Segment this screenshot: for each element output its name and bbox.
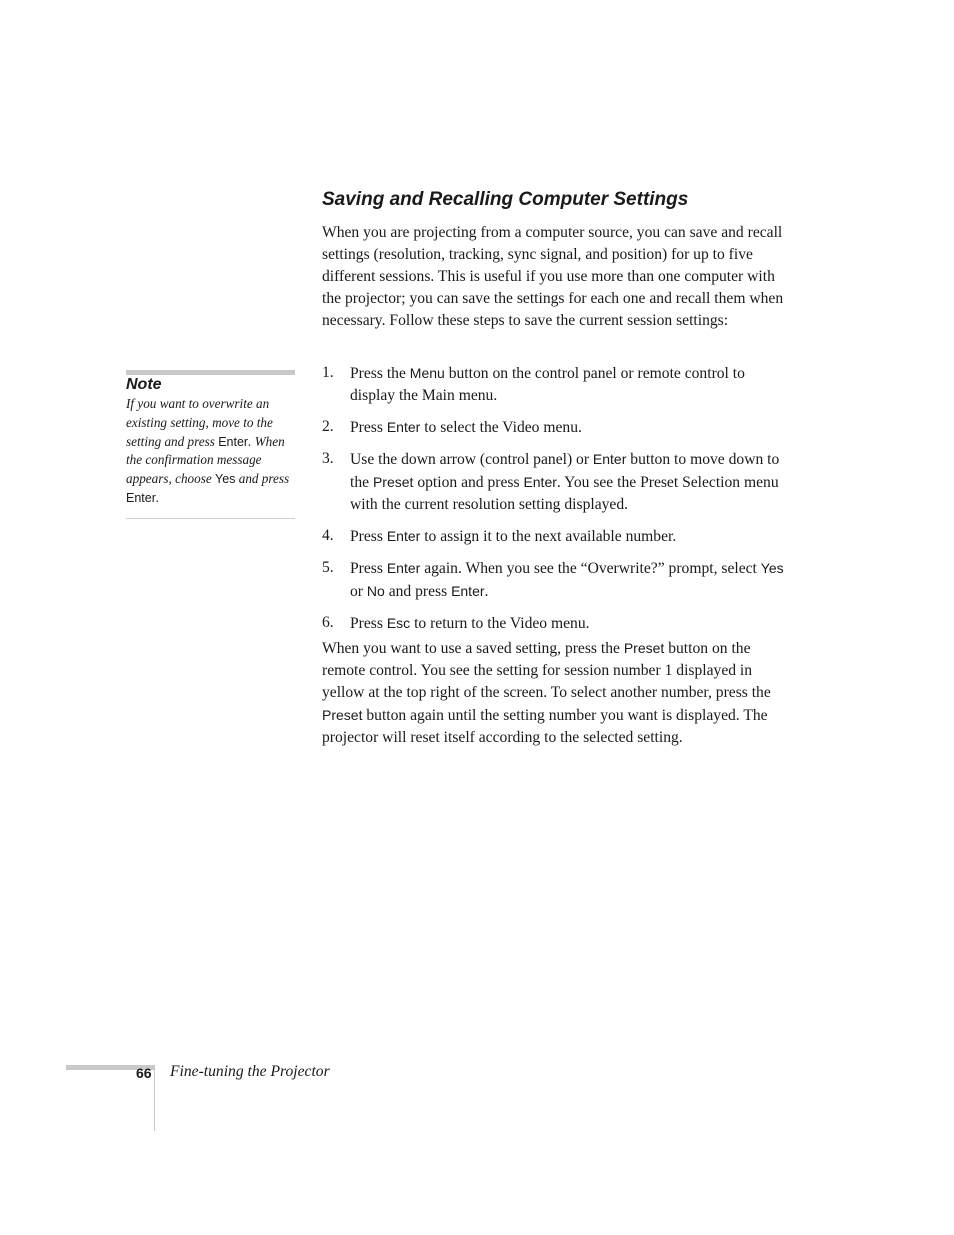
step-number: 3. xyxy=(322,450,334,467)
key-enter: Enter xyxy=(451,583,485,599)
step-item xyxy=(322,448,792,516)
note-text xyxy=(126,395,295,508)
step-text: button on the control panel or remote control to display the Main menu. xyxy=(350,365,745,404)
step-text: Press xyxy=(350,615,387,632)
step-number: 5. xyxy=(322,559,334,576)
intro-paragraph: When you are projecting from a computer source, you can save and recall settings (resolution, tracking, sync signal, and position) for up to five different sessions. This is useful if you use more than one computer with the projector; you can save the settings for each one and recall them when necessary. Follow these steps to save the current session settings: xyxy=(322,224,784,329)
step-text: Press xyxy=(350,560,387,577)
key-enter: Enter xyxy=(126,490,156,505)
key-preset: Preset xyxy=(372,474,414,490)
step-text: Press xyxy=(350,419,387,436)
key-enter: Enter xyxy=(218,434,249,449)
key-no: No xyxy=(366,583,385,599)
note-divider xyxy=(126,518,295,519)
step-item xyxy=(322,612,792,635)
note-text-part: . xyxy=(155,489,160,505)
page-number: 66 xyxy=(136,1065,152,1081)
step-item xyxy=(322,525,792,548)
step-text: Press xyxy=(350,528,387,545)
step-text: button to move down to the xyxy=(350,451,780,491)
step-text: option and press xyxy=(413,474,524,491)
step-number: 2. xyxy=(322,418,334,435)
step-number: 6. xyxy=(322,614,334,631)
key-preset: Preset xyxy=(322,707,363,723)
step-text: again. When you see the “Overwrite?” prompt, select xyxy=(420,560,761,577)
step-text: Press the xyxy=(350,365,410,382)
step-text: Use the down arrow (control panel) or xyxy=(350,451,593,468)
key-enter: Enter xyxy=(386,560,421,576)
step-text: or xyxy=(350,583,367,600)
step-number: 1. xyxy=(322,364,334,381)
key-enter: Enter xyxy=(386,419,421,435)
key-enter: Enter xyxy=(386,528,421,544)
note-heading: Note xyxy=(126,376,162,393)
key-yes: Yes xyxy=(760,560,784,576)
closing-text: When you want to use a saved setting, press the xyxy=(322,640,624,657)
key-esc: Esc xyxy=(386,615,411,631)
step-number: 4. xyxy=(322,527,334,544)
key-yes: Yes xyxy=(215,472,236,487)
chapter-title: Fine-tuning the Projector xyxy=(170,1063,330,1080)
step-text: to return to the Video menu. xyxy=(410,615,590,632)
note-sidebar xyxy=(126,370,295,519)
closing-text: button on the remote control. You see the setting for session number 1 displayed in yellow at the top right of the screen. To select another number, press the xyxy=(322,640,771,701)
key-enter: Enter xyxy=(523,474,557,490)
footer-divider xyxy=(154,1065,155,1131)
step-item xyxy=(322,557,792,603)
step-text: . You see the Preset Selection menu with the current resolution setting displayed. xyxy=(350,474,779,513)
step-text: and press xyxy=(384,583,452,600)
step-item xyxy=(322,362,792,407)
note-text-part: . When the confirmation message appears, choose xyxy=(126,433,285,487)
closing-text: button again until the setting number you want is displayed. The projector will reset itself according to the selected setting. xyxy=(322,707,768,746)
section-title: Saving and Recalling Computer Settings xyxy=(322,189,689,210)
note-text-part: If you want to overwrite an existing setting, move to the setting and press xyxy=(126,396,273,449)
steps-list xyxy=(322,362,792,644)
key-enter: Enter xyxy=(592,451,627,467)
step-text: to assign it to the next available number. xyxy=(420,528,677,545)
key-preset: Preset xyxy=(623,640,665,656)
step-item xyxy=(322,416,792,439)
note-text-part: and press xyxy=(235,471,290,487)
step-text: to select the Video menu. xyxy=(420,419,582,436)
key-menu: Menu xyxy=(409,365,445,381)
step-text: . xyxy=(484,583,489,600)
closing-paragraph xyxy=(322,637,792,749)
